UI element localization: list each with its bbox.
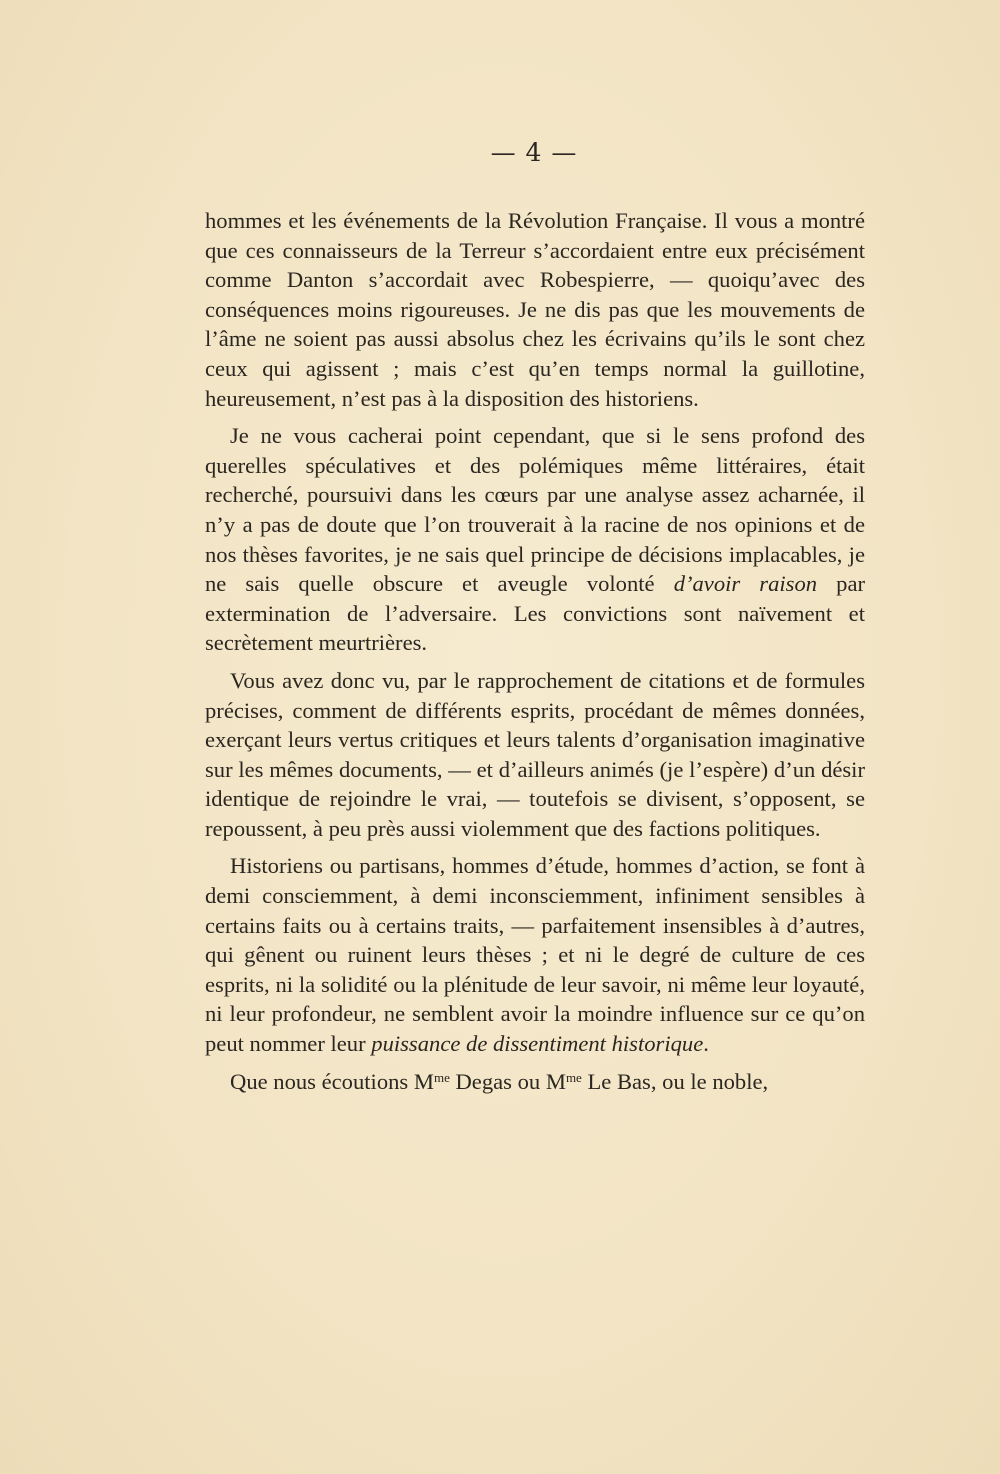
paragraph-4-text-end: . bbox=[703, 1031, 709, 1057]
paragraph-2 bbox=[205, 421, 865, 658]
paragraph-5-text-c: Le Bas, ou le noble, bbox=[581, 1068, 769, 1094]
paragraph-5 bbox=[205, 1067, 865, 1097]
paragraph-5-text-a: Que nous écoutions M bbox=[230, 1068, 434, 1094]
paragraph-2-italic: d’avoir raison bbox=[673, 571, 818, 597]
superscript-me-2: me bbox=[565, 1069, 582, 1085]
paragraph-4-italic: puissance de dissentiment historique bbox=[371, 1031, 704, 1057]
paragraph-1: hommes et les événements de la Révolution Française. Il vous a montré que ces connaisseurs de la Terreur s’accordaient entre eux précisément comme Danton s’accordait avec Robespierre, — quoiqu’avec des conséquences moins rigoureuses. Je ne dis pas que les mouvements de l’âme ne soient pas aussi absolus chez les écrivains qu’ils le sont chez ceux qui agissent ; mais c’est qu’en temps normal la guillotine, heureusement, n’est pas à la disposition des historiens. bbox=[205, 208, 865, 411]
paragraph-3: Vous avez donc vu, par le rapprochement de citations et de formules précises, comment de différents esprits, procédant de mêmes données, exerçant leurs vertus critiques et leurs talents d’organisation imaginative sur les mêmes documents, — et d’ailleurs animés (je l’espère) d’un désir identique de rejoindre le vrai, — toutefois se divisent, s’opposent, se repoussent, à peu près aussi violemment que des factions politiques. bbox=[205, 667, 865, 841]
superscript-me-1: me bbox=[433, 1069, 450, 1085]
page-number: — 4 — bbox=[490, 138, 578, 167]
paragraph-4-text: Historiens ou partisans, hommes d’étude, hommes d’action, se font à demi consciemment, à demi inconsciemment, infiniment sensibles à certains faits ou à certains traits, — parfaitement insensibles à d’autres, qui gênent ou ruinent leurs thèses ; et ni le degré de culture de ces esprits, ni la solidité ou la plénitude de leur savoir, ni même leur loyauté, ni leur profondeur, ne semblent avoir la moindre influence sur ce qu’on peut nommer leur bbox=[205, 853, 865, 1057]
paragraph-2-text: Je ne vous cacherai point cependant, que si le sens profond des querelles spéculatives et des polémiques même littéraires, était recherché, poursuivi dans les cœurs par une analyse assez acharnée, il n’y a pas de doute que l’on trouverait à la racine de nos opinions et de nos thèses favorites, je ne sais quel principe de décisions implacables, je ne sais quelle obscure et aveugle volonté bbox=[205, 423, 865, 597]
body-text bbox=[205, 206, 865, 1096]
paragraph-5-text-b: Degas ou M bbox=[449, 1068, 566, 1094]
paragraph-2-text-end: par extermination de l’adversaire. Les convictions sont naïvement et secrètement meurtrières. bbox=[205, 571, 866, 656]
paragraph-4 bbox=[205, 851, 865, 1058]
